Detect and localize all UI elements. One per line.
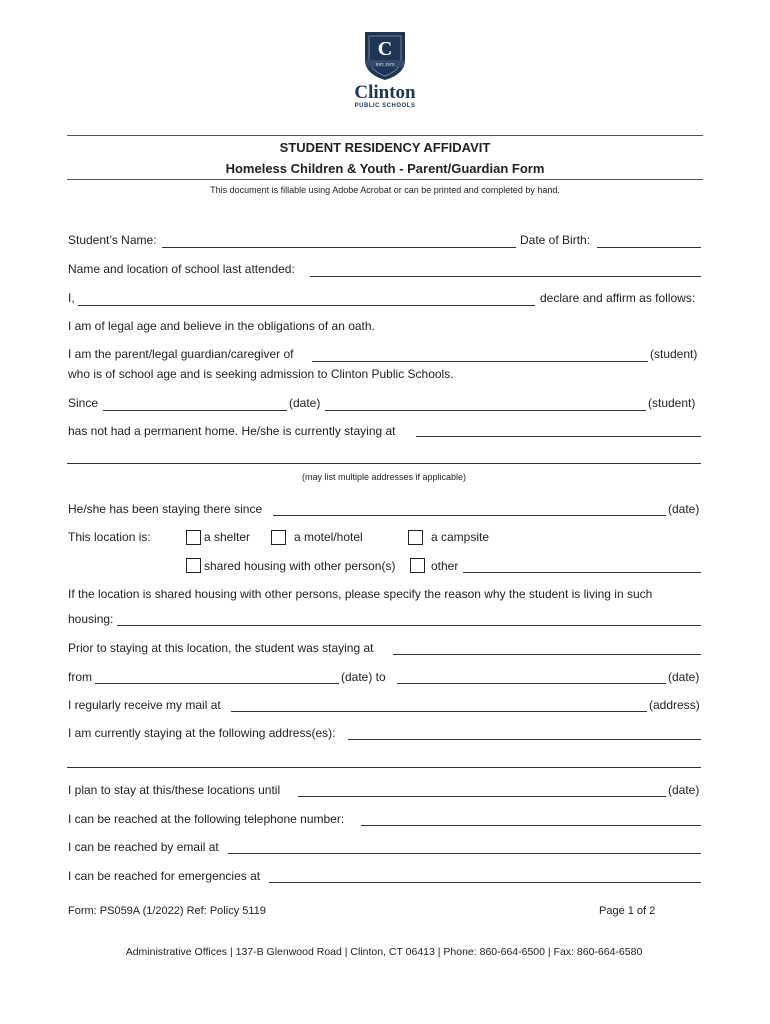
shelter-checkbox[interactable] bbox=[186, 530, 201, 545]
declarant-name-field[interactable] bbox=[78, 305, 535, 306]
address-tag: (address) bbox=[649, 698, 700, 712]
shield-logo-icon bbox=[360, 30, 410, 82]
other-field[interactable] bbox=[463, 572, 701, 573]
location-is-label: This location is: bbox=[68, 530, 151, 544]
staying-since-field[interactable] bbox=[273, 515, 666, 516]
motel-label: a motel/hotel bbox=[294, 530, 363, 544]
plan-until-field[interactable] bbox=[298, 796, 666, 797]
email-label: I can be reached by email at bbox=[68, 840, 219, 854]
office-footer: Administrative Offices | 137-B Glenwood Road | Clinton, CT 06413 | Phone: 860-664-6500 | Fax: 860-664-6580 bbox=[125, 946, 643, 958]
current-address-label: I am currently staying at the following address(es): bbox=[68, 726, 336, 740]
svg-text:EST. 1973: EST. 1973 bbox=[375, 61, 395, 67]
student-name-label: Student’s Name: bbox=[68, 233, 157, 247]
school-last-field[interactable] bbox=[310, 276, 701, 277]
phone-field[interactable] bbox=[361, 825, 701, 826]
shared-reason-field[interactable] bbox=[117, 625, 701, 626]
school-last-label: Name and location of school last attended: bbox=[68, 262, 295, 276]
prior-label: Prior to staying at this location, the student was staying at bbox=[68, 641, 374, 655]
student-tag-2: (student) bbox=[648, 396, 696, 410]
shared-reason-label: If the location is shared housing with other persons, please specify the reason why the student is living in such bbox=[68, 587, 653, 601]
declare-label: declare and affirm as follows: bbox=[540, 291, 696, 305]
from-date-field[interactable] bbox=[95, 683, 339, 684]
other-label: other bbox=[431, 559, 459, 573]
i-label: I, bbox=[68, 291, 75, 305]
clinton-logo bbox=[340, 30, 430, 109]
other-checkbox[interactable] bbox=[410, 558, 425, 573]
dob-field[interactable] bbox=[597, 247, 701, 248]
since-student-field[interactable] bbox=[325, 410, 646, 411]
date-to-label: (date) to bbox=[341, 670, 386, 684]
logo-name: Clinton bbox=[354, 82, 416, 103]
motel-checkbox[interactable] bbox=[271, 530, 286, 545]
no-home-label: has not had a permanent home. He/she is currently staying at bbox=[68, 424, 396, 438]
shared-housing-label: shared housing with other person(s) bbox=[204, 559, 396, 573]
phone-label: I can be reached at the following telephone number: bbox=[68, 812, 345, 826]
logo-subtitle: PUBLIC SCHOOLS bbox=[354, 103, 416, 109]
campsite-label: a campsite bbox=[431, 530, 490, 544]
form-subtitle: Homeless Children & Youth - Parent/Guardian Form bbox=[225, 161, 545, 176]
campsite-checkbox[interactable] bbox=[408, 530, 423, 545]
dob-label: Date of Birth: bbox=[520, 233, 591, 247]
parent-of-student-field[interactable] bbox=[312, 361, 648, 362]
form-title: STUDENT RESIDENCY AFFIDAVIT bbox=[279, 140, 491, 155]
student-name-field[interactable] bbox=[162, 247, 516, 248]
page-number: Page 1 of 2 bbox=[599, 905, 656, 917]
housing-label: housing: bbox=[68, 612, 114, 626]
date-tag-2: (date) bbox=[668, 502, 700, 516]
since-label: Since bbox=[68, 396, 99, 410]
current-stay-field-2[interactable] bbox=[67, 463, 701, 464]
form-reference: Form: PS059A (1/2022) Ref: Policy 5119 bbox=[68, 905, 266, 917]
date-tag-4: (date) bbox=[668, 783, 700, 797]
mail-address-field[interactable] bbox=[231, 711, 647, 712]
shared-housing-checkbox[interactable] bbox=[186, 558, 201, 573]
student-tag-1: (student) bbox=[650, 347, 698, 361]
since-date-field[interactable] bbox=[103, 410, 287, 411]
current-stay-field[interactable] bbox=[416, 436, 701, 437]
header-top-rule bbox=[67, 135, 703, 136]
multi-address-note: (may list multiple addresses if applicable) bbox=[301, 472, 467, 482]
to-date-field[interactable] bbox=[397, 683, 666, 684]
from-label: from bbox=[68, 670, 92, 684]
plan-label: I plan to stay at this/these locations until bbox=[68, 783, 281, 797]
header-bottom-rule bbox=[67, 179, 703, 180]
mail-label: I regularly receive my mail at bbox=[68, 698, 221, 712]
parent-of-label: I am the parent/legal guardian/caregiver of bbox=[68, 347, 294, 361]
prior-location-field[interactable] bbox=[393, 654, 701, 655]
staying-since-label: He/she has been staying there since bbox=[68, 502, 263, 516]
fillable-note: This document is fillable using Adobe Acrobat or can be printed and completed by hand. bbox=[210, 185, 560, 195]
school-age-statement: who is of school age and is seeking admission to Clinton Public Schools. bbox=[68, 367, 454, 381]
svg-text:C: C bbox=[377, 38, 393, 60]
date-tag-3: (date) bbox=[668, 670, 700, 684]
email-field[interactable] bbox=[228, 853, 701, 854]
current-address-field[interactable] bbox=[348, 739, 701, 740]
emergency-label: I can be reached for emergencies at bbox=[68, 869, 261, 883]
shelter-label: a shelter bbox=[204, 530, 251, 544]
current-address-field-2[interactable] bbox=[67, 767, 701, 768]
date-tag-1: (date) bbox=[289, 396, 321, 410]
legal-age-statement: I am of legal age and believe in the obligations of an oath. bbox=[68, 319, 375, 333]
emergency-field[interactable] bbox=[269, 882, 701, 883]
